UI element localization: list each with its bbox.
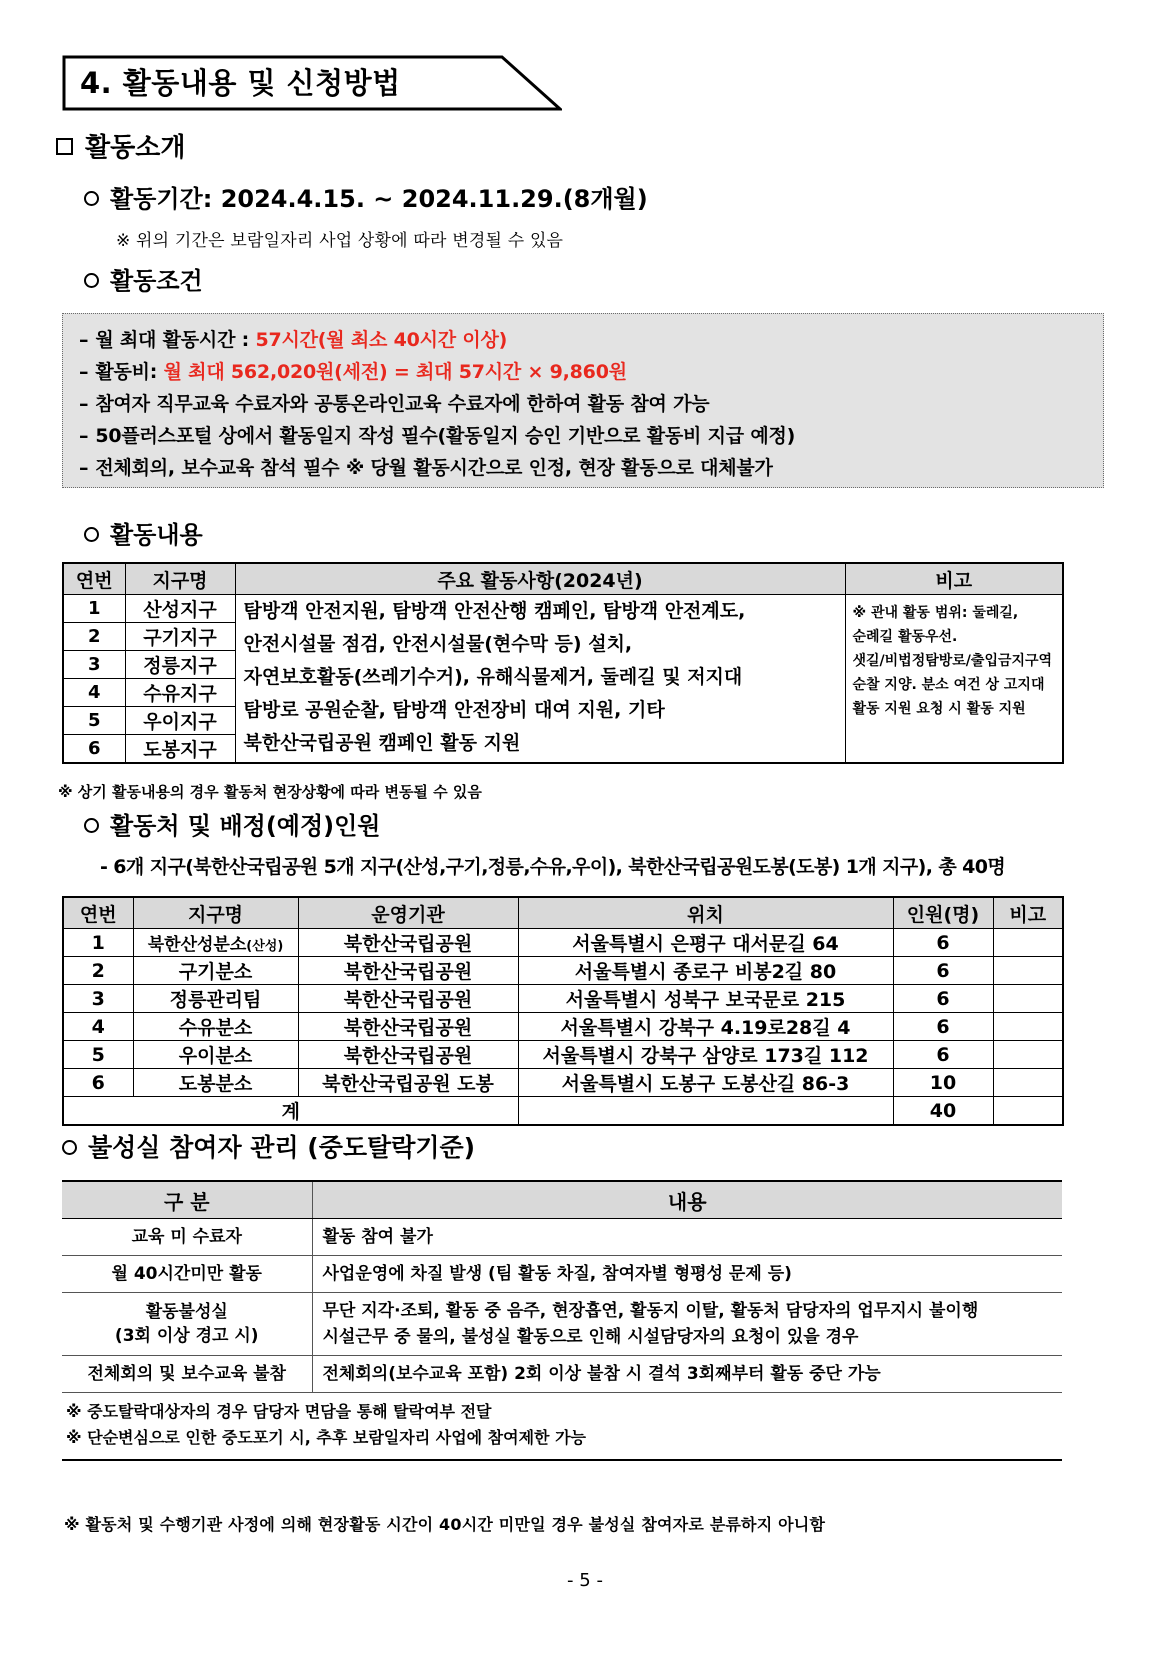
table-row <box>63 1013 1063 1041</box>
footnote-line: ※ 중도탈락대상자의 경우 담당자 면담을 통해 탈락여부 전달 <box>66 1402 492 1421</box>
column-header-no: 연번 <box>63 897 133 929</box>
sites-table <box>62 896 1064 1126</box>
condition-text-prefix: 참여자 직무교육 수료자와 공통온라인교육 수료자에 한하여 활동 참여 가능 <box>95 393 710 415</box>
condition-text-highlight: 월 최대 562,020원(세전) = 최대 57시간 × 9,860원 <box>163 361 627 383</box>
dash-bullet-icon: – <box>79 425 89 447</box>
condition-text-highlight: 57시간(월 최소 40시간 이상) <box>255 329 508 351</box>
cell-no: 3 <box>63 985 133 1013</box>
footnote-line: ※ 단순변심으로 인한 중도포기 시, 추후 보람일자리 사업에 참여제한 가능 <box>66 1428 586 1447</box>
condition-line <box>79 324 1087 356</box>
dropout-table <box>62 1180 1062 1461</box>
cell-no: 5 <box>63 1041 133 1069</box>
table-row <box>62 1256 1062 1293</box>
cell-count: 6 <box>893 957 993 985</box>
cell-total-count: 40 <box>893 1097 993 1126</box>
cell-location: 서울특별시 도봉구 도봉산길 86-3 <box>518 1069 893 1097</box>
cell-remark <box>845 595 1063 764</box>
cell-no: 2 <box>63 623 125 651</box>
column-header-content: 내용 <box>312 1181 1062 1219</box>
table-row <box>62 1356 1062 1393</box>
column-header-count: 인원(명) <box>893 897 993 929</box>
cell-footnotes <box>62 1393 1062 1461</box>
cell-content <box>312 1293 1062 1356</box>
page-title: 4. 활동내용 및 신청방법 <box>80 66 401 100</box>
cell-content <box>312 1256 1062 1293</box>
remark-line: 샛길/비법정탐방로/출입금지구역 <box>852 653 1053 669</box>
heading-activity-period <box>84 185 648 213</box>
cell-content <box>312 1356 1062 1393</box>
circle-bullet-icon <box>84 273 99 288</box>
column-header-remark: 비고 <box>845 563 1063 595</box>
content-line: 활동 참여 불가 <box>322 1227 433 1247</box>
conditions-box <box>62 313 1104 488</box>
cell-no: 1 <box>63 595 125 623</box>
cell-agency: 북한산국립공원 <box>298 985 518 1013</box>
cell-category: 교육 미 수료자 <box>62 1219 312 1256</box>
major-activity-line: 자연보호활동(쓰레기수거), 유해식물제거, 둘레길 및 저지대 <box>243 666 743 688</box>
cell-no: 4 <box>63 1013 133 1041</box>
condition-line <box>79 356 1087 388</box>
cell-district: 구기지구 <box>125 623 235 651</box>
table-row <box>63 957 1063 985</box>
content-line: 시설근무 중 물의, 불성실 활동으로 인해 시설담당자의 요청이 있을 경우 <box>322 1327 859 1347</box>
column-header-major-activities: 주요 활동사항(2024년) <box>235 563 845 595</box>
dash-bullet-icon: – <box>79 393 89 415</box>
heading-sites-label: 활동처 및 배정(예정)인원 <box>110 812 381 840</box>
cell-district: 우이지구 <box>125 707 235 735</box>
table-row <box>62 1219 1062 1256</box>
cell-no: 6 <box>63 735 125 764</box>
table-total-row <box>63 1097 1063 1126</box>
cell-category-sub: (3회 이상 경고 시) <box>114 1326 259 1346</box>
table-footnotes-row <box>62 1393 1062 1461</box>
heading-dropout <box>62 1134 475 1162</box>
content-line: 사업운영에 차질 발생 (팀 활동 차질, 참여자별 형평성 문제 등) <box>322 1264 792 1284</box>
cell-agency: 북한산국립공원 <box>298 1013 518 1041</box>
cell-district: 우이분소 <box>133 1041 298 1069</box>
condition-text-prefix: 50플러스포털 상에서 활동일지 작성 필수(활동일지 승인 기반으로 활동비 지급 예정) <box>95 425 796 447</box>
condition-text-prefix: 월 최대 활동시간 : <box>95 329 256 351</box>
cell-district: 정릉지구 <box>125 651 235 679</box>
activities-table <box>62 562 1064 764</box>
major-activity-line: 탐방로 공원순찰, 탐방객 안전장비 대여 지원, 기타 <box>243 699 665 721</box>
cell-count: 6 <box>893 1013 993 1041</box>
cell-location: 서울특별시 성북구 보국문로 215 <box>518 985 893 1013</box>
column-header-location: 위치 <box>518 897 893 929</box>
cell-agency: 북한산국립공원 도봉 <box>298 1069 518 1097</box>
condition-line <box>79 420 1087 452</box>
cell-district-sub: (산성) <box>246 939 284 954</box>
cell-agency: 북한산국립공원 <box>298 929 518 957</box>
circle-bullet-icon <box>84 527 99 542</box>
cell-district: 수유분소 <box>133 1013 298 1041</box>
condition-text-prefix: 활동비: <box>95 361 164 383</box>
activity-period-note: ※ 위의 기간은 보람일자리 사업 상황에 따라 변경될 수 있음 <box>116 231 564 251</box>
circle-bullet-icon <box>84 818 99 833</box>
column-header-no: 연번 <box>63 563 125 595</box>
column-header-agency: 운영기관 <box>298 897 518 929</box>
cell-no: 1 <box>63 929 133 957</box>
cell-count: 10 <box>893 1069 993 1097</box>
cell-district <box>133 929 298 957</box>
cell-location: 서울특별시 종로구 비봉2길 80 <box>518 957 893 985</box>
major-activity-line: 북한산국립공원 캠페인 활동 지원 <box>243 732 521 754</box>
cell-district: 구기분소 <box>133 957 298 985</box>
section-title-box <box>62 55 562 111</box>
cell-location: 서울특별시 강북구 삼양로 173길 112 <box>518 1041 893 1069</box>
cell-count: 6 <box>893 985 993 1013</box>
cell-remark <box>993 957 1063 985</box>
cell-remark <box>993 985 1063 1013</box>
activity-period-label: 활동기간: 2024.4.15. ~ 2024.11.29.(8개월) <box>110 185 648 213</box>
cell-total-label: 계 <box>63 1097 518 1126</box>
cell-category <box>62 1293 312 1356</box>
dash-bullet-icon: – <box>79 329 89 351</box>
column-header-district: 지구명 <box>125 563 235 595</box>
cell-content <box>312 1219 1062 1256</box>
cell-district: 수유지구 <box>125 679 235 707</box>
table-row <box>63 595 1063 623</box>
cell-agency: 북한산국립공원 <box>298 1041 518 1069</box>
condition-line <box>79 452 1087 484</box>
sites-summary: - 6개 지구(북한산국립공원 5개 지구(산성,구기,정릉,수유,우이), 북한산국립공원도봉(도봉) 1개 지구), 총 40명 <box>100 856 1006 878</box>
cell-no: 6 <box>63 1069 133 1097</box>
content-line: 전체회의(보수교육 포함) 2회 이상 불참 시 결석 3회째부터 활동 중단 가능 <box>322 1364 881 1384</box>
condition-text-prefix: 전체회의, 보수교육 참석 필수 ※ 당월 활동시간으로 인정, 현장 활동으로 대체불가 <box>95 457 773 479</box>
activities-footnote: ※ 상기 활동내용의 경우 활동처 현장상황에 따라 변동될 수 있음 <box>58 783 482 801</box>
cell-district: 정릉관리팀 <box>133 985 298 1013</box>
cell-total-spacer <box>518 1097 893 1126</box>
heading-activity-intro <box>56 133 185 163</box>
heading-activity-contents <box>84 521 203 549</box>
cell-category: 월 40시간미만 활동 <box>62 1256 312 1293</box>
dash-bullet-icon: – <box>79 457 89 479</box>
major-activity-line: 탐방객 안전지원, 탐방객 안전산행 캠페인, 탐방객 안전계도, <box>243 600 746 622</box>
cell-agency: 북한산국립공원 <box>298 957 518 985</box>
heading-dropout-label: 불성실 참여자 관리 (중도탈락기준) <box>88 1133 476 1162</box>
activity-conditions-label: 활동조건 <box>110 267 203 295</box>
remark-line: 순례길 활동우선. <box>852 629 958 645</box>
circle-bullet-icon <box>84 191 99 206</box>
cell-total-remark <box>993 1097 1063 1126</box>
heading-sites <box>84 812 381 840</box>
column-header-district: 지구명 <box>133 897 298 929</box>
cell-count: 6 <box>893 1041 993 1069</box>
cell-location: 서울특별시 은평구 대서문길 64 <box>518 929 893 957</box>
column-header-category: 구 분 <box>62 1181 312 1219</box>
table-header-row <box>62 1181 1062 1219</box>
column-header-remark: 비고 <box>993 897 1063 929</box>
cell-no: 5 <box>63 707 125 735</box>
remark-line: 순찰 지양. 분소 여건 상 고지대 <box>852 677 1045 693</box>
cell-district: 산성지구 <box>125 595 235 623</box>
cell-no: 3 <box>63 651 125 679</box>
table-row <box>62 1293 1062 1356</box>
condition-line <box>79 388 1087 420</box>
major-activity-line: 안전시설물 점검, 안전시설물(현수막 등) 설치, <box>243 633 633 655</box>
cell-remark <box>993 929 1063 957</box>
cell-district: 도봉지구 <box>125 735 235 764</box>
cell-major-activities <box>235 595 845 764</box>
circle-bullet-icon <box>62 1140 77 1155</box>
cell-location: 서울특별시 강북구 4.19로28길 4 <box>518 1013 893 1041</box>
dash-bullet-icon: – <box>79 361 89 383</box>
table-header-row <box>63 563 1063 595</box>
cell-district-main: 북한산성분소 <box>147 935 247 955</box>
heading-activity-intro-label: 활동소개 <box>85 133 186 163</box>
page-number: - 5 - <box>567 1570 603 1591</box>
heading-activity-contents-label: 활동내용 <box>110 521 203 549</box>
table-row <box>63 1041 1063 1069</box>
cell-district: 도봉분소 <box>133 1069 298 1097</box>
cell-remark <box>993 1069 1063 1097</box>
cell-remark <box>993 1041 1063 1069</box>
cell-category-main: 활동불성실 <box>145 1302 228 1322</box>
heading-activity-conditions <box>84 267 203 295</box>
table-header-row <box>63 897 1063 929</box>
content-line: 무단 지각·조퇴, 활동 중 음주, 현장흡연, 활동지 이탈, 활동처 담당자의 업무지시 불이행 <box>322 1301 979 1321</box>
table-row <box>63 929 1063 957</box>
cell-remark <box>993 1013 1063 1041</box>
cell-no: 4 <box>63 679 125 707</box>
table-row <box>63 985 1063 1013</box>
cell-category: 전체회의 및 보수교육 불참 <box>62 1356 312 1393</box>
cell-count: 6 <box>893 929 993 957</box>
remark-line: ※ 관내 활동 범위: 둘레길, <box>852 605 1019 621</box>
bottom-footnote: ※ 활동처 및 수행기관 사정에 의해 현장활동 시간이 40시간 미만일 경우 불성실 참여자로 분류하지 아니함 <box>64 1515 826 1534</box>
square-bullet-icon <box>56 138 73 155</box>
remark-line: 활동 지원 요청 시 활동 지원 <box>852 701 1026 717</box>
cell-no: 2 <box>63 957 133 985</box>
table-row <box>63 1069 1063 1097</box>
